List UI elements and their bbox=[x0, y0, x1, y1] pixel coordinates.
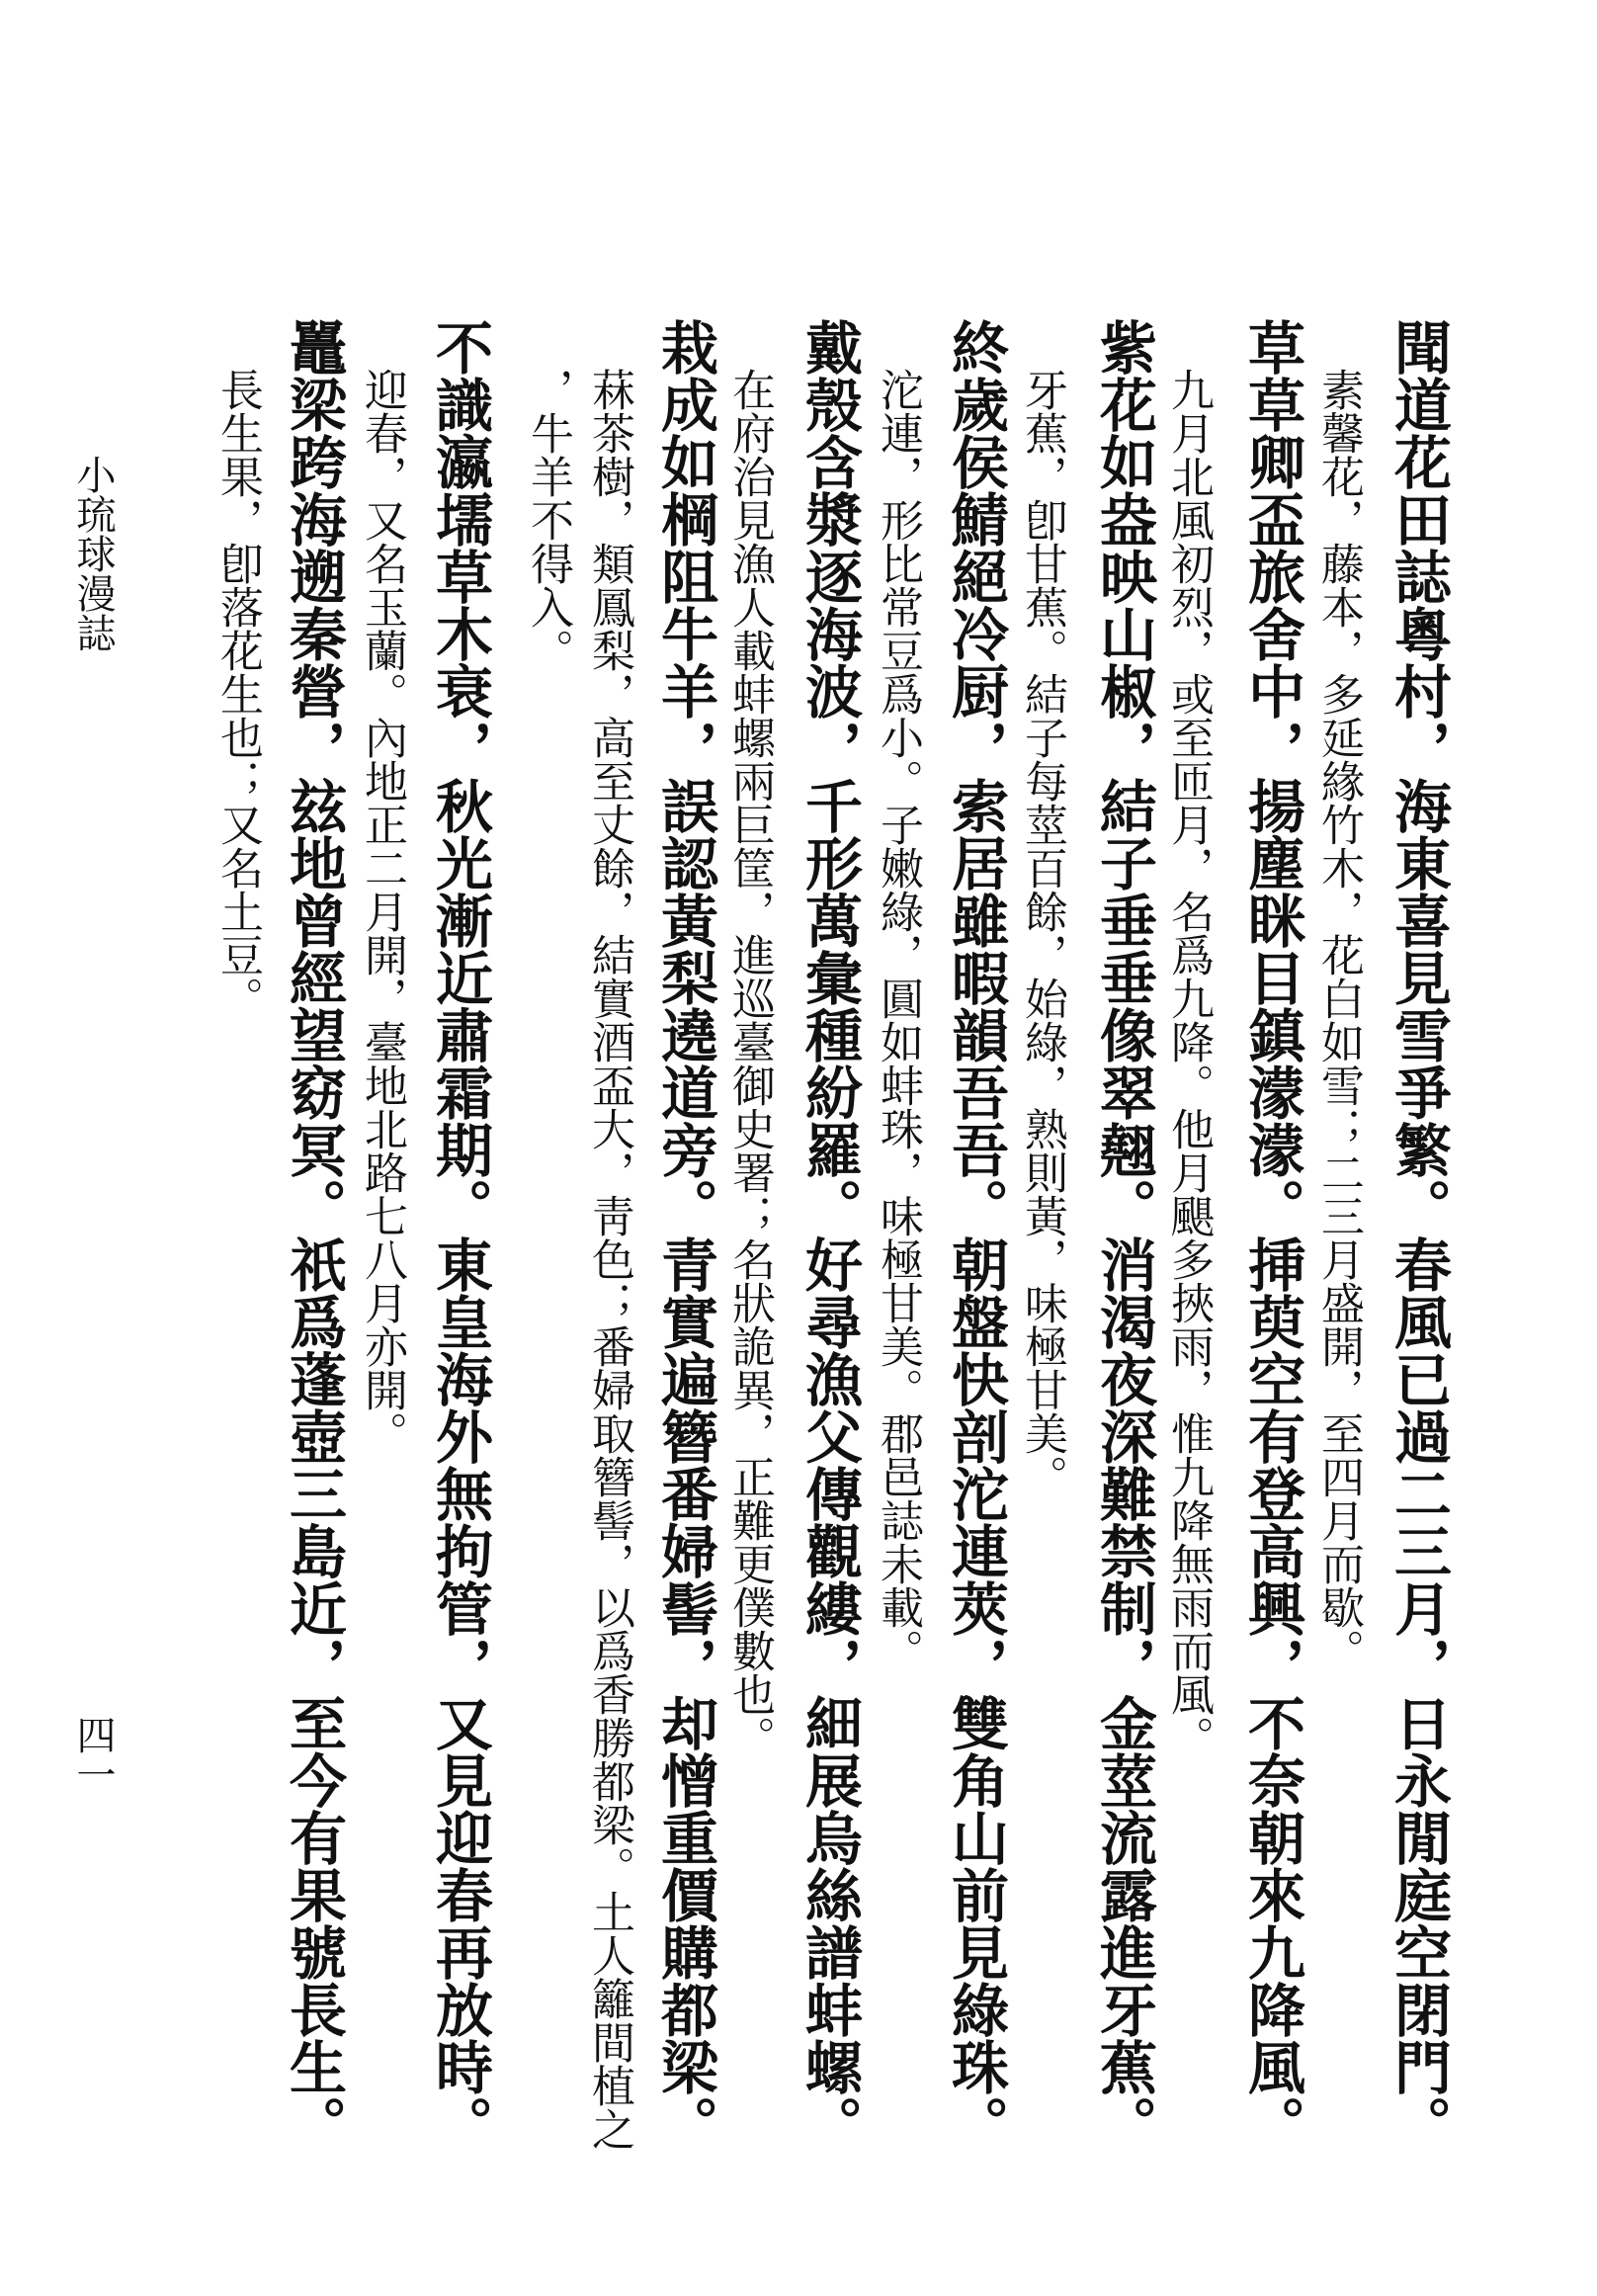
book-title: 小琉球漫誌 bbox=[70, 455, 116, 652]
annotation-line-continued: ，牛羊不得入。 bbox=[523, 368, 573, 672]
annotation-line: 在府治見漁人載蚌螺兩巨筐，進巡臺御史署；名狀詭異，正難更僕數也。 bbox=[724, 368, 775, 1759]
poem-line: 栽成如棡阻牛羊，誤認黃梨遶道旁。青實遍簪番婦髻，却憎重價購都梁。 bbox=[651, 318, 718, 2153]
poem-line: 聞道花田誌粵村，海東喜見雪爭繁。春風已過二三月，日永閒庭空閉門。 bbox=[1385, 318, 1452, 2153]
poem-line: 不識瀛壖草木衰，秋光漸近肅霜期。東皇海外無拘管，又見迎春再放時。 bbox=[426, 318, 493, 2153]
annotation-line: 沱連，形比常豆爲小。子嫩綠，圓如蚌珠，味極甘美。郡邑誌未載。 bbox=[873, 368, 923, 1672]
poem-line: 紫花如盎映山椒，結子垂垂像翠翹。消渴夜深難禁制，金莖流露進牙蕉。 bbox=[1090, 318, 1157, 2153]
annotation-line: 菻茶樹，類鳳梨，高至丈餘，結實酒盃大，靑色；番婦取簪髻，以爲香勝都梁。土人籬間植之 bbox=[584, 368, 634, 2151]
annotation-line: 牙蕉，卽甘蕉。結子每莖百餘，始綠，熟則黃，味極甘美。 bbox=[1017, 368, 1067, 1498]
annotation-line: 素馨花，藤本，多延緣竹木，花白如雪；二三月盛開，至四月而歇。 bbox=[1313, 368, 1364, 1672]
poem-line: 鼉梁跨海遡秦營，玆地曾經望窈冥。祇爲蓬壺三島近，至今有果號長生。 bbox=[280, 318, 347, 2153]
poem-line: 戴殼含漿逐海波，千形萬彙種紛羅。好尋漁父傳觀縷，細展烏絲譜蚌螺。 bbox=[796, 318, 863, 2153]
annotation-line: 迎春，又名玉蘭。內地正二月開，臺地北路七八月亦開。 bbox=[357, 368, 407, 1455]
poem-line: 草草卿盃旅舍中，揚塵眯目鎮濛濛。挿萸空有登高興，不奈朝來九降風。 bbox=[1238, 318, 1305, 2153]
page-number: 四一 bbox=[70, 1715, 116, 1794]
annotation-line: 九月北風初烈，或至匝月，名爲九降。他月颶多挾雨，惟九降無雨而風。 bbox=[1163, 368, 1214, 1759]
poem-line: 終歲侯鯖絕冷厨，索居雖暇韻吾吾。朝盤快剖沱連莢，雙角山前見綠珠。 bbox=[942, 318, 1009, 2153]
annotation-line: 長生果，卽落花生也；又名土豆。 bbox=[212, 368, 263, 1020]
